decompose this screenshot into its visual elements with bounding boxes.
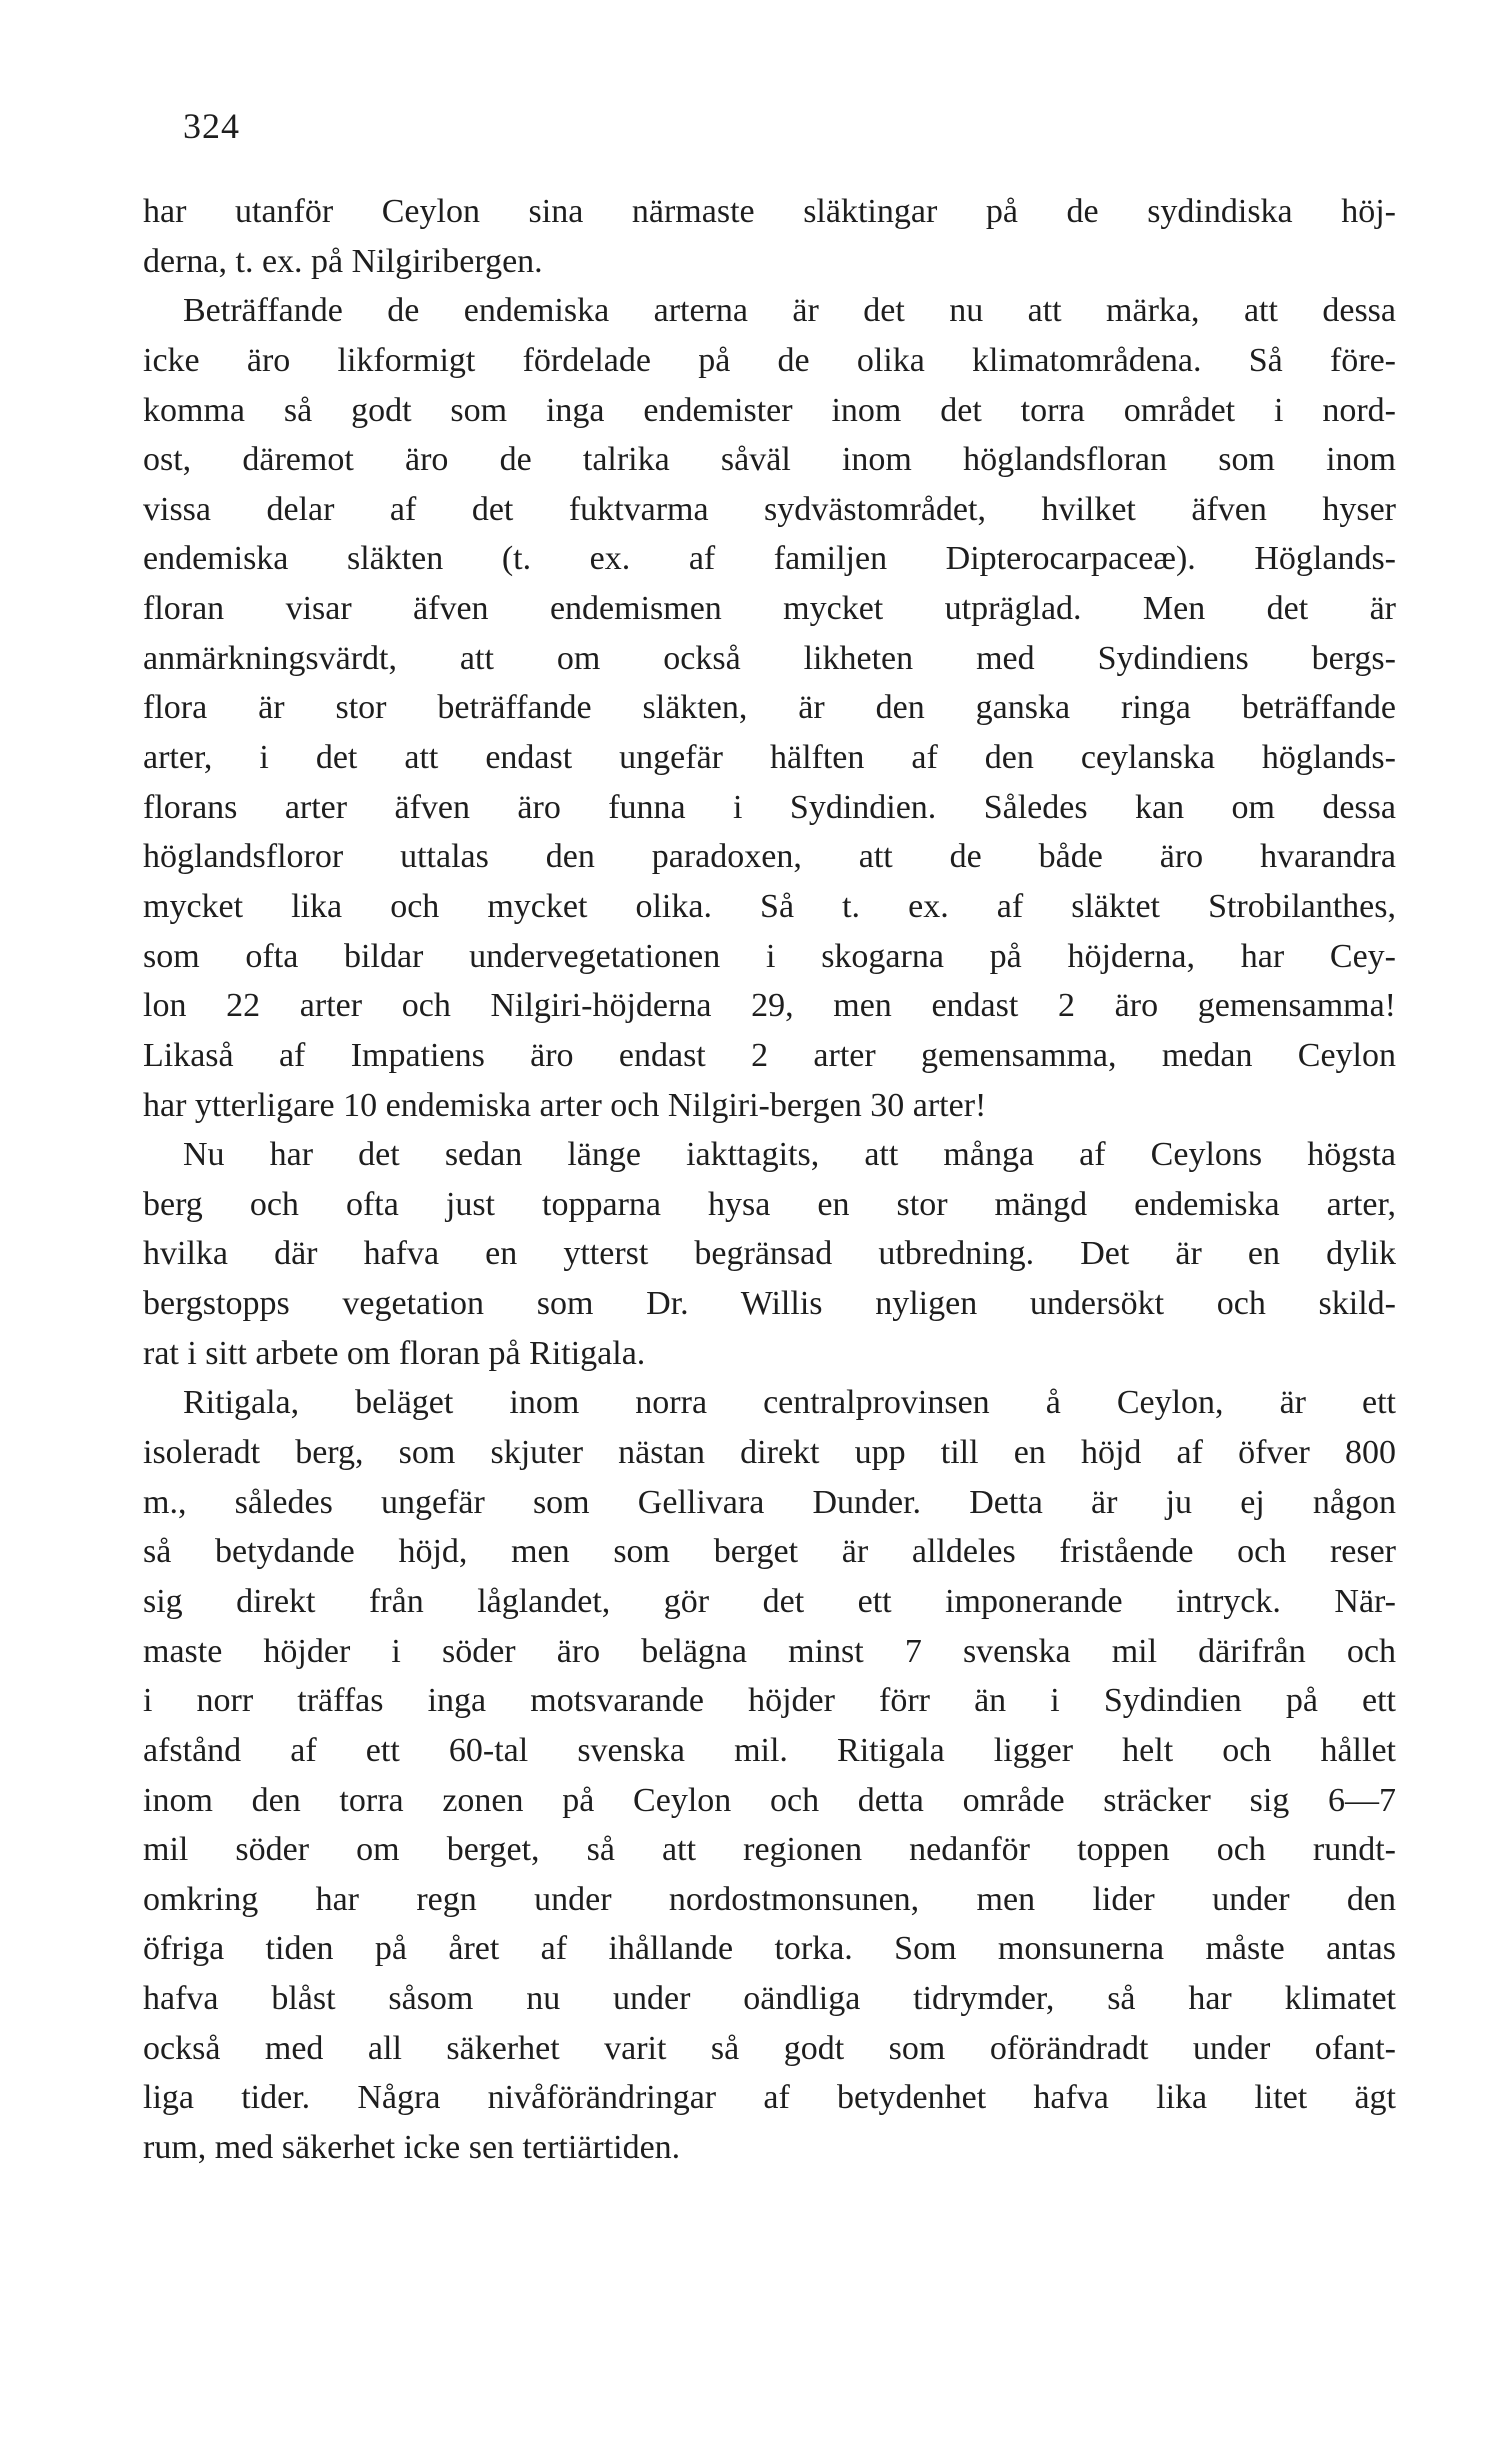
text-line: Beträffande de endemiska arterna är det nu att märka, att dessa bbox=[183, 292, 1396, 330]
text-line: komma så godt som inga endemister inom det torra området i nord- bbox=[143, 391, 1396, 429]
text-line: ost, däremot äro de talrika såväl inom höglandsfloran som inom bbox=[143, 441, 1396, 479]
text-line: höglandsfloror uttalas den paradoxen, att de både äro hvarandra bbox=[143, 838, 1396, 876]
text-line: afstånd af ett 60-tal svenska mil. Ritigala ligger helt och hållet bbox=[143, 1731, 1396, 1769]
text-line: vissa delar af det fuktvarma sydvästområdet, hvilket äfven hyser bbox=[143, 490, 1396, 528]
text-line: också med all säkerhet varit så godt som oförändradt under ofant- bbox=[143, 2029, 1396, 2067]
text-line: Likaså af Impatiens äro endast 2 arter gemensamma, medan Ceylon bbox=[143, 1036, 1396, 1074]
text-line: omkring har regn under nordostmonsunen, men lider under den bbox=[143, 1880, 1396, 1918]
text-line: rat i sitt arbete om floran på Ritigala. bbox=[143, 1334, 646, 1372]
text-line: berg och ofta just topparna hysa en stor mängd endemiska arter, bbox=[143, 1185, 1396, 1223]
text-line: öfriga tiden på året af ihållande torka. Som monsunerna måste antas bbox=[143, 1930, 1396, 1968]
text-line: Ritigala, beläget inom norra centralprovinsen å Ceylon, är ett bbox=[183, 1384, 1396, 1422]
text-line: derna, t. ex. på Nilgiribergen. bbox=[143, 242, 543, 280]
text-line: sig direkt från låglandet, gör det ett imponerande intryck. När- bbox=[143, 1582, 1396, 1620]
text-line: mil söder om berget, så att regionen nedanför toppen och rundt- bbox=[143, 1831, 1396, 1869]
text-line: i norr träffas inga motsvarande höjder förr än i Sydindien på ett bbox=[143, 1682, 1396, 1720]
text-line: anmärkningsvärdt, att om också likheten med Sydindiens bergs- bbox=[143, 639, 1396, 677]
text-line: isoleradt berg, som skjuter nästan direkt upp till en höjd af öfver 800 bbox=[143, 1434, 1396, 1472]
text-line: så betydande höjd, men som berget är alldeles fristående och reser bbox=[143, 1533, 1396, 1571]
text-line: arter, i det att endast ungefär hälften af den ceylanska höglands- bbox=[143, 739, 1396, 777]
text-line: rum, med säkerhet icke sen tertiärtiden. bbox=[143, 2128, 681, 2166]
text-line: inom den torra zonen på Ceylon och detta område sträcker sig 6—7 bbox=[143, 1781, 1396, 1819]
text-line: icke äro likformigt fördelade på de olika klimatområdena. Så före- bbox=[143, 341, 1396, 379]
text-line: m., således ungefär som Gellivara Dunder. Detta är ju ej någon bbox=[143, 1483, 1396, 1521]
text-line: som ofta bildar undervegetationen i skogarna på höjderna, har Cey- bbox=[143, 937, 1396, 975]
page-number: 324 bbox=[183, 106, 240, 146]
text-line: liga tider. Några nivåförändringar af betydenhet hafva lika litet ägt bbox=[143, 2079, 1396, 2117]
text-line: hafva blåst såsom nu under oändliga tidrymder, så har klimatet bbox=[143, 1980, 1396, 2018]
text-line: bergstopps vegetation som Dr. Willis nyligen undersökt och skild- bbox=[143, 1285, 1396, 1323]
text-line: hvilka där hafva en ytterst begränsad utbredning. Det är en dylik bbox=[143, 1235, 1396, 1273]
text-line: floran visar äfven endemismen mycket utpräglad. Men det är bbox=[143, 590, 1396, 628]
text-line: maste höjder i söder äro belägna minst 7 svenska mil därifrån och bbox=[143, 1632, 1396, 1670]
body-text bbox=[143, 187, 1396, 2173]
text-line: lon 22 arter och Nilgiri-höjderna 29, men endast 2 äro gemensamma! bbox=[143, 987, 1396, 1025]
text-line: florans arter äfven äro funna i Sydindien. Således kan om dessa bbox=[143, 788, 1396, 826]
text-line: har ytterligare 10 endemiska arter och Nilgiri-bergen 30 arter! bbox=[143, 1086, 987, 1124]
text-line: mycket lika och mycket olika. Så t. ex. af släktet Strobilanthes, bbox=[143, 887, 1396, 925]
text-line: endemiska släkten (t. ex. af familjen Dipterocarpaceæ). Höglands- bbox=[143, 540, 1396, 578]
text-line: har utanför Ceylon sina närmaste släktingar på de sydindiska höj- bbox=[143, 193, 1396, 230]
text-line: Nu har det sedan länge iakttagits, att många af Ceylons högsta bbox=[183, 1136, 1396, 1174]
text-line: flora är stor beträffande släkten, är den ganska ringa beträffande bbox=[143, 689, 1396, 727]
